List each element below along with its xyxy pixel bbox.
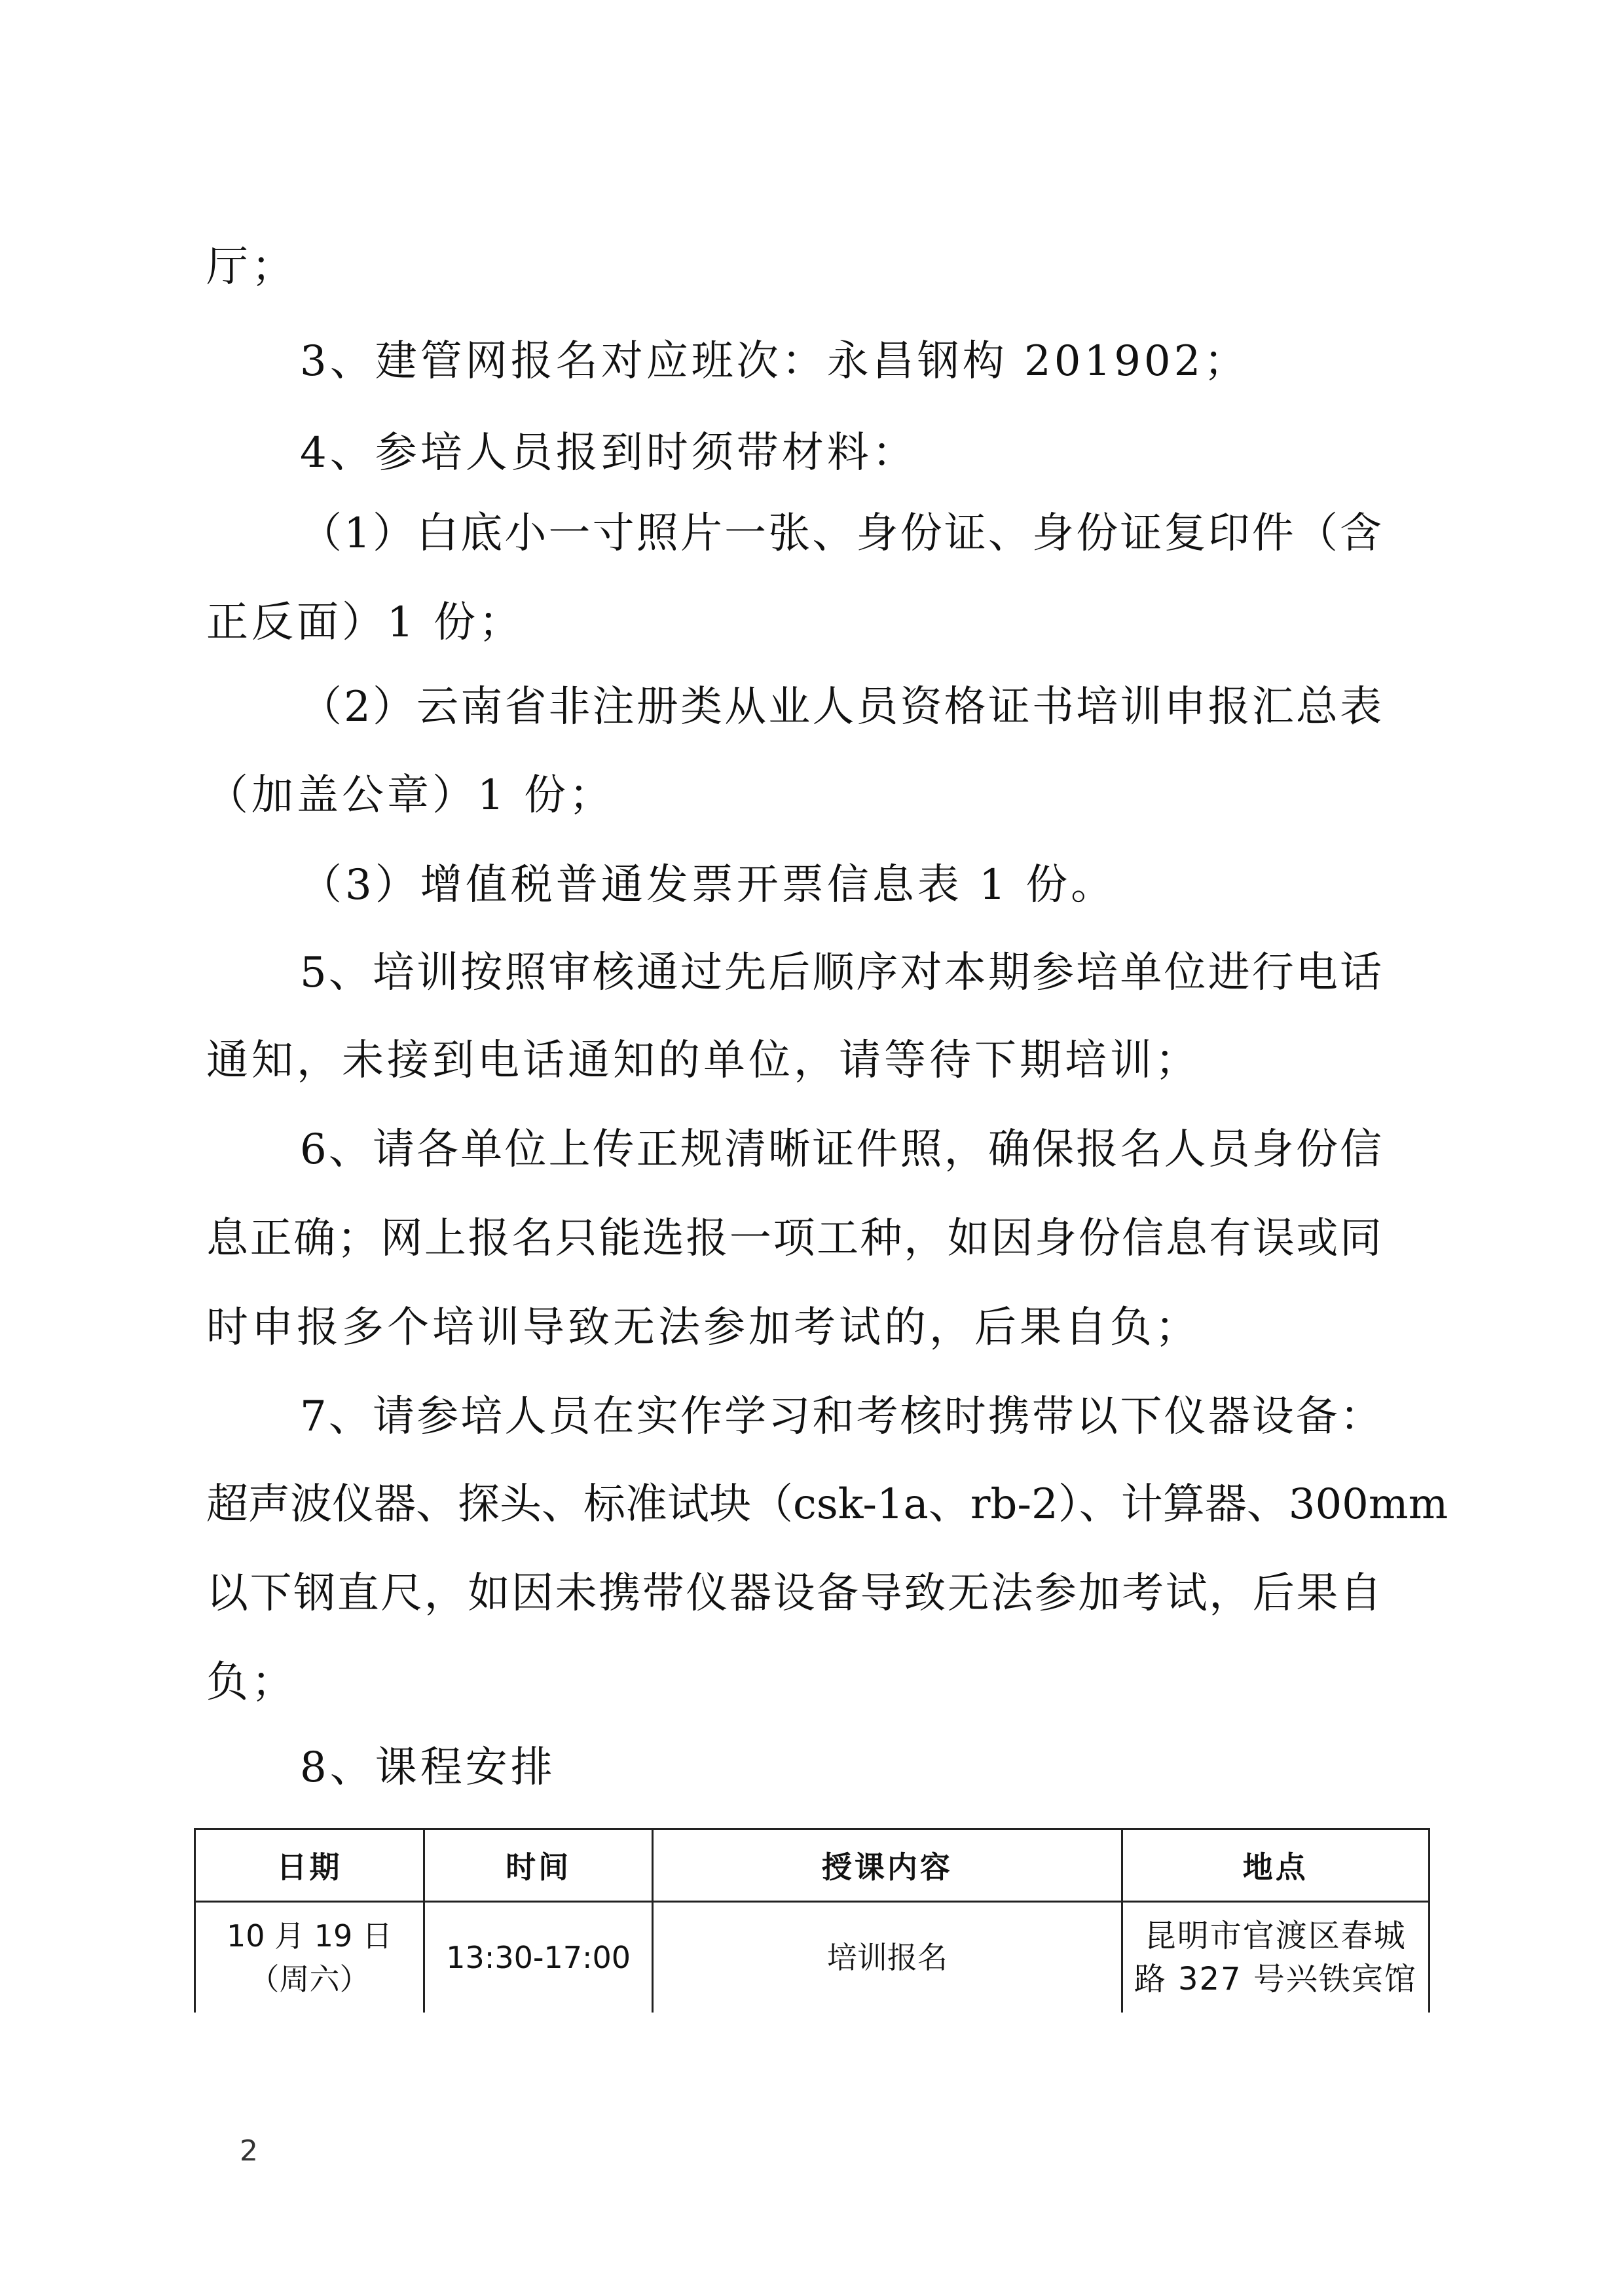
place-line-1: 昆明市官渡区春城: [1144, 1918, 1407, 1954]
item-6-line-3: 时申报多个培训导致无法参加考试的，后果自负；: [206, 1303, 1200, 1352]
item-4-materials-heading: 4、参培人员报到时须带材料：: [300, 429, 917, 477]
date-text: 10 月 19 日: [227, 1918, 392, 1954]
header-place: 地点: [1122, 1829, 1429, 1902]
item-4-3: （3）增值税普通发票开票信息表 1 份。: [300, 861, 1116, 909]
item-5-line-2: 通知，未接到电话通知的单位，请等待下期培训；: [206, 1036, 1200, 1085]
item-7-line-4: 负；: [206, 1658, 297, 1707]
place-line-2: 路 327 号兴铁宾馆: [1134, 1961, 1417, 1997]
cell-date: [195, 1902, 424, 2013]
item-7-line-3: 以下钢直尺，如因未携带仪器设备导致无法参加考试，后果自: [206, 1569, 1382, 1618]
cell-content: 培训报名: [653, 1902, 1122, 2013]
page-number: 2: [240, 2134, 258, 2168]
schedule-table: [194, 1828, 1430, 2013]
item-4-1-line-1: （1）白底小一寸照片一张、身份证、身份证复印件（含: [300, 509, 1382, 558]
header-content: 授课内容: [653, 1829, 1122, 1902]
item-4-2-line-2: （加盖公章）1 份；: [206, 771, 615, 820]
cell-place: [1122, 1902, 1429, 2013]
schedule-header-row: [195, 1829, 1430, 1902]
item-6-line-2: 息正确；网上报名只能选报一项工种，如因身份信息有误或同: [206, 1214, 1382, 1263]
item-4-2-line-1: （2）云南省非注册类从业人员资格证书培训申报汇总表: [300, 683, 1382, 731]
cell-time: 13:30-17:00: [424, 1902, 652, 2013]
header-time: 时间: [424, 1829, 652, 1902]
item-6-line-1: 6、请各单位上传正规清晰证件照，确保报名人员身份信: [300, 1125, 1382, 1174]
item-4-1-line-2: 正反面）1 份；: [206, 598, 525, 647]
item-7-line-1: 7、请参培人员在实作学习和考核时携带以下仪器设备：: [300, 1393, 1382, 1441]
header-date: 日期: [195, 1829, 424, 1902]
item-8-schedule-heading: 8、课程安排: [300, 1743, 556, 1792]
weekday-text: （周六）: [249, 1961, 370, 1997]
paragraph-continuation: 厅；: [206, 243, 297, 291]
item-3-class-info: 3、建管网报名对应班次：永昌钢构 201902；: [300, 337, 1249, 386]
item-7-line-2: 超声波仪器、探头、标准试块（csk-1a、rb-2）、计算器、300mm: [206, 1480, 1449, 1529]
item-5-line-1: 5、培训按照审核通过先后顺序对本期参培单位进行电话: [300, 949, 1382, 997]
table-row: [195, 1902, 1430, 2013]
